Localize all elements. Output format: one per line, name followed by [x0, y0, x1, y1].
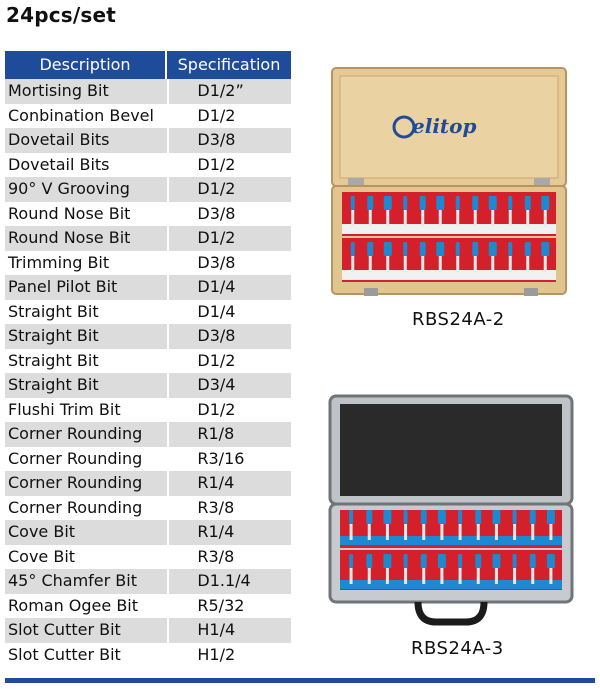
row-specification: R3/16 — [167, 447, 291, 472]
bit-shank — [386, 524, 389, 540]
table-row — [5, 251, 291, 276]
row-description: Cove Bit — [8, 522, 76, 541]
row-specification: D1/2 — [167, 153, 291, 178]
bit-head — [458, 510, 462, 524]
bit-head — [530, 554, 536, 568]
row-description: Panel Pilot Bit — [8, 277, 118, 296]
bit-head — [351, 242, 355, 256]
row-description: Straight Bit — [8, 301, 99, 321]
bit-shank — [474, 256, 477, 272]
row-description: Round Nose Bit — [8, 228, 131, 247]
row-description: Cove Bit — [8, 546, 76, 566]
brand-logo-text: elitop — [412, 114, 477, 138]
row-description: Trimming Bit — [8, 252, 110, 272]
row-description: 90° V Grooving — [8, 179, 130, 198]
bit-shank — [509, 256, 512, 272]
bit-shank — [474, 210, 477, 226]
bit-head — [403, 242, 407, 256]
bit-head — [436, 196, 444, 210]
bit-head — [438, 510, 446, 524]
row-description: Straight Bit — [8, 326, 99, 345]
header-specification: Specification — [165, 51, 291, 79]
bit-head — [351, 196, 355, 210]
row-specification: R3/8 — [167, 496, 291, 521]
bit-shank — [495, 524, 498, 540]
bit-head — [541, 196, 549, 210]
row-specification: R3/8 — [167, 545, 291, 570]
bit-head — [420, 242, 426, 256]
bit-shank — [369, 256, 372, 272]
row-specification: D1/4 — [167, 275, 291, 300]
bit-head — [492, 510, 500, 524]
bit-shank — [404, 568, 407, 584]
row-specification: D3/8 — [167, 128, 291, 153]
bit-shank — [531, 568, 534, 584]
row-description: Round Nose Bit — [8, 203, 131, 223]
row-description: Conbination Bevel — [8, 105, 154, 125]
bit-head — [472, 196, 478, 210]
bit-shank — [456, 210, 459, 226]
table-row — [5, 569, 291, 594]
table-row — [5, 422, 291, 447]
table-row — [5, 471, 291, 496]
bit-shank — [440, 524, 443, 540]
table-row — [5, 275, 291, 300]
row-specification: D3/4 — [167, 373, 291, 398]
row-description: Straight Bit — [8, 375, 99, 394]
bit-shank — [351, 256, 354, 272]
bit-shank — [386, 568, 389, 584]
bit-head — [349, 554, 353, 568]
row-description: Corner Rounding — [8, 424, 143, 443]
bit-head — [458, 554, 462, 568]
bit-shank — [404, 524, 407, 540]
bit-shank — [386, 256, 389, 272]
bit-head — [456, 196, 460, 210]
row-specification: D1/2 — [167, 349, 291, 374]
bit-head — [403, 196, 407, 210]
bit-head — [383, 554, 391, 568]
row-specification: D1/4 — [167, 300, 291, 325]
bit-head — [508, 196, 512, 210]
row-specification: D3/8 — [167, 202, 291, 227]
bit-head — [421, 554, 427, 568]
bit-shank — [350, 568, 353, 584]
row-specification: H1/4 — [167, 618, 291, 643]
bit-shank — [549, 524, 552, 540]
table-row — [5, 202, 291, 227]
row-specification: D1/2” — [167, 79, 291, 104]
bit-head — [404, 554, 408, 568]
bit-shank — [368, 524, 371, 540]
bottom-divider — [5, 678, 595, 683]
product-image-aluminum-case — [328, 394, 574, 626]
bit-shank — [513, 524, 516, 540]
row-specification: D3/8 — [167, 324, 291, 349]
bit-head — [383, 510, 391, 524]
bit-shank — [513, 568, 516, 584]
bit-shank — [544, 256, 547, 272]
row-specification: D1/2 — [167, 104, 291, 129]
row-description: Corner Rounding — [8, 448, 143, 468]
bit-head — [489, 242, 497, 256]
bit-head — [475, 510, 481, 524]
row-description: Dovetail Bits — [8, 130, 110, 149]
row-description: Slot Cutter Bit — [8, 620, 121, 639]
bit-shank — [495, 568, 498, 584]
bit-shank — [422, 568, 425, 584]
table-row — [5, 226, 291, 251]
product-image-wooden-box — [330, 66, 568, 298]
bit-shank — [526, 256, 529, 272]
bit-head — [384, 196, 392, 210]
table-row — [5, 398, 291, 423]
table-row — [5, 373, 291, 398]
row-description: Roman Ogee Bit — [8, 595, 139, 615]
bit-head — [456, 242, 460, 256]
bit-shank — [531, 524, 534, 540]
row-description: 45° Chamfer Bit — [8, 571, 137, 590]
table-body — [5, 79, 291, 667]
table-header — [5, 51, 291, 79]
row-specification: H1/2 — [167, 643, 291, 668]
table-row — [5, 520, 291, 545]
bit-head — [420, 196, 426, 210]
product-model-label: RBS24A-2 — [412, 309, 505, 330]
bit-shank — [351, 210, 354, 226]
table-row — [5, 643, 291, 668]
bit-head — [489, 196, 497, 210]
row-description: Flushi Trim Bit — [8, 399, 121, 419]
bit-shank — [456, 256, 459, 272]
row-description: Dovetail Bits — [8, 154, 110, 174]
table-row — [5, 300, 291, 325]
bit-head — [367, 242, 373, 256]
bit-head — [530, 510, 536, 524]
table-row — [5, 153, 291, 178]
header-description: Description — [39, 55, 131, 74]
bit-shank — [404, 256, 407, 272]
row-description: Mortising Bit — [8, 81, 109, 100]
bit-head — [492, 554, 500, 568]
bit-head — [547, 510, 555, 524]
bit-shank — [549, 568, 552, 584]
bit-head — [349, 510, 353, 524]
bit-shank — [421, 256, 424, 272]
bit-shank — [477, 568, 480, 584]
bit-shank — [421, 210, 424, 226]
bit-shank — [386, 210, 389, 226]
table-row — [5, 104, 291, 129]
bit-head — [421, 510, 427, 524]
row-description: Corner Rounding — [8, 497, 143, 517]
table-row — [5, 618, 291, 643]
bit-head — [508, 242, 512, 256]
row-specification: R5/32 — [167, 594, 291, 619]
row-specification: R1/4 — [167, 520, 291, 545]
bit-shank — [439, 210, 442, 226]
bit-shank — [509, 210, 512, 226]
bit-head — [525, 196, 531, 210]
bit-shank — [368, 568, 371, 584]
row-specification: D3/8 — [167, 251, 291, 276]
table-row — [5, 128, 291, 153]
row-specification: D1.1/4 — [167, 569, 291, 594]
bit-shank — [440, 568, 443, 584]
row-description: Slot Cutter Bit — [8, 644, 121, 664]
bit-head — [436, 242, 444, 256]
table-row — [5, 349, 291, 374]
row-specification: D1/2 — [167, 398, 291, 423]
bit-head — [384, 242, 392, 256]
bit-head — [475, 554, 481, 568]
bit-shank — [459, 524, 462, 540]
table-row — [5, 545, 291, 570]
bit-shank — [459, 568, 462, 584]
bit-head — [438, 554, 446, 568]
table-row — [5, 79, 291, 104]
row-description: Corner Rounding — [8, 473, 143, 492]
bit-head — [541, 242, 549, 256]
bit-head — [366, 554, 372, 568]
bit-shank — [544, 210, 547, 226]
bit-head — [472, 242, 478, 256]
bit-head — [366, 510, 372, 524]
bit-head — [367, 196, 373, 210]
row-specification: D1/2 — [167, 177, 291, 202]
bit-head — [513, 510, 517, 524]
row-specification: R1/4 — [167, 471, 291, 496]
table-row — [5, 324, 291, 349]
product-model-label: RBS24A-3 — [411, 638, 504, 659]
bit-head — [525, 242, 531, 256]
bit-head — [404, 510, 408, 524]
bit-shank — [477, 524, 480, 540]
table-row — [5, 594, 291, 619]
bit-shank — [491, 256, 494, 272]
bit-shank — [404, 210, 407, 226]
table-row — [5, 496, 291, 521]
spec-table — [5, 51, 291, 667]
table-row — [5, 447, 291, 472]
bit-shank — [369, 210, 372, 226]
bit-shank — [491, 210, 494, 226]
bit-head — [547, 554, 555, 568]
bit-shank — [439, 256, 442, 272]
bit-head — [513, 554, 517, 568]
page-title: 24pcs/set — [6, 3, 117, 27]
bit-shank — [350, 524, 353, 540]
row-specification: D1/2 — [167, 226, 291, 251]
bit-shank — [526, 210, 529, 226]
table-row — [5, 177, 291, 202]
row-specification: R1/8 — [167, 422, 291, 447]
bit-shank — [422, 524, 425, 540]
row-description: Straight Bit — [8, 350, 99, 370]
